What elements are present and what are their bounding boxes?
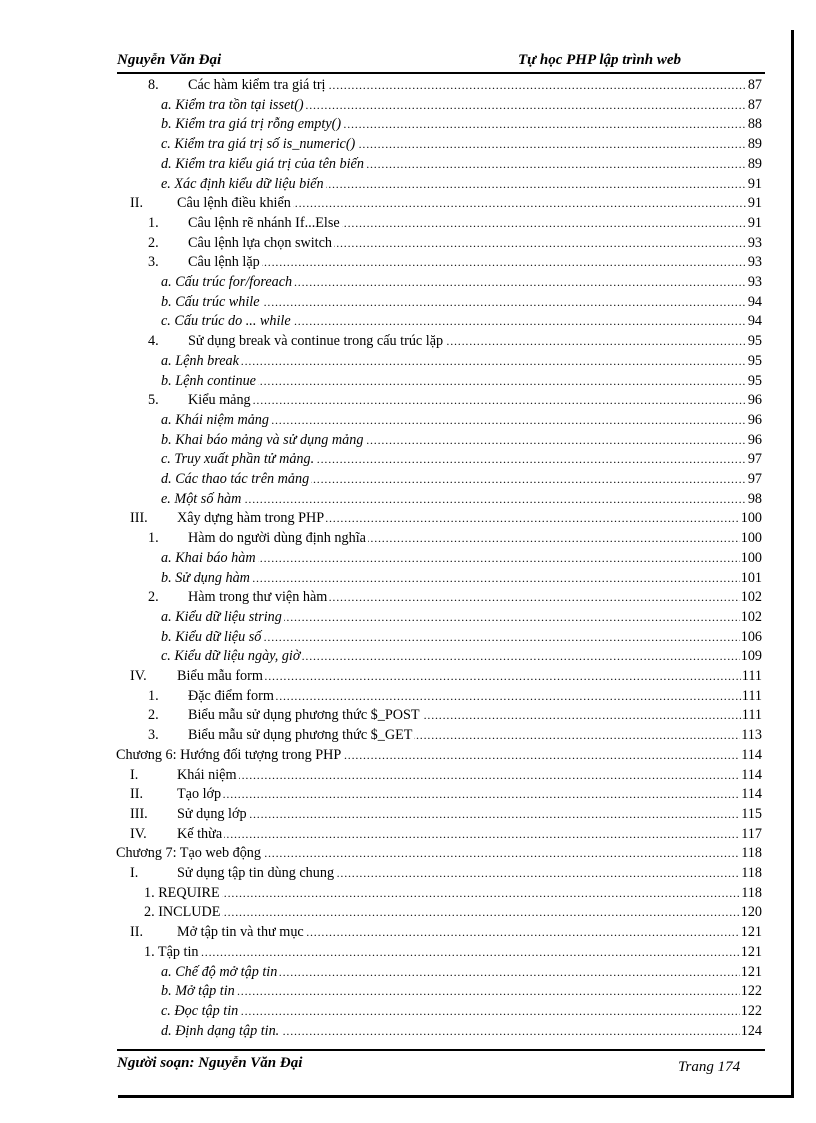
toc-entry-page: 100	[740, 529, 762, 549]
toc-entry-page: 89	[747, 135, 762, 155]
toc-entry-number: IV.	[130, 668, 147, 684]
toc-entry-page: 98	[747, 490, 762, 510]
toc-entry-page: 96	[747, 411, 762, 431]
header-book-title: Tự học PHP lập trình web	[518, 52, 682, 68]
toc-entry-number: II.	[130, 195, 143, 212]
toc-entry-page: 97	[747, 450, 762, 470]
toc-entry	[0, 1002, 762, 1022]
toc-entry-page: 94	[747, 293, 762, 313]
toc-entry-page: 93	[747, 253, 762, 273]
toc-entry	[0, 175, 762, 195]
footer-compiler: Người soạn: Nguyễn Văn Đại	[117, 1055, 303, 1071]
toc-entry-page: 95	[747, 352, 762, 372]
toc-entry-title: Sử dụng tập tin dùng chung	[177, 864, 336, 884]
toc-entry-title: c. Kiểm tra giá trị số is_numeric()	[161, 135, 357, 155]
toc-entry-title: Câu lệnh lựa chọn switch	[188, 234, 334, 254]
toc-dot-leader	[161, 982, 762, 1002]
toc-entry-number: 8.	[148, 77, 159, 93]
toc-entry-title: Đặc điểm form	[188, 687, 276, 707]
page-footer	[117, 1055, 765, 1077]
toc-dot-leader	[144, 884, 762, 904]
toc-entry-title: Câu lệnh điều khiển	[177, 194, 293, 214]
toc-dot-leader	[188, 391, 762, 411]
toc-entry-page: 122	[740, 982, 762, 1002]
toc-entry-number: 3.	[148, 727, 159, 744]
toc-entry-title: a. Kiểu dữ liệu string	[161, 608, 284, 628]
toc-entry-title: b. Sử dụng hàm	[161, 569, 252, 589]
toc-entry	[0, 332, 762, 352]
toc-entry	[0, 352, 762, 372]
toc-entry-title: b. Lệnh continue	[161, 372, 258, 392]
toc-entry-page: 121	[740, 923, 762, 943]
toc-entry-number: I.	[130, 766, 139, 783]
header-author: Nguyễn Văn Đại	[117, 52, 222, 68]
toc-entry-page: 91	[747, 194, 762, 214]
toc-entry	[0, 746, 762, 766]
toc-dot-leader	[144, 903, 762, 923]
toc-entry-page: 111	[741, 667, 762, 687]
toc-entry-title: d. Các thao tác trên mảng	[161, 470, 311, 490]
toc-entry-page: 109	[740, 647, 762, 667]
toc-entry-page: 89	[747, 155, 762, 175]
toc-entry-number: 5.	[148, 392, 159, 409]
toc-entry-title: Sử dụng lớp	[177, 805, 249, 825]
toc-entry-title: Các hàm kiểm tra giá trị	[188, 76, 328, 96]
toc-entry-number: 3.	[148, 254, 159, 271]
toc-entry-number: 2.	[148, 234, 159, 251]
toc-entry	[0, 884, 762, 904]
toc-entry-number: 1.	[148, 687, 159, 704]
toc-entry-title: Kế thừa	[177, 825, 224, 845]
toc-entry	[0, 96, 762, 116]
toc-entry-title: d. Kiểm tra kiểu giá trị của tên biến	[161, 155, 366, 175]
toc-entry	[0, 569, 762, 589]
toc-entry	[0, 234, 762, 254]
toc-entry-title: a. Khai báo hàm	[161, 549, 258, 569]
toc-entry-page: 96	[747, 431, 762, 451]
toc-entry	[0, 687, 762, 707]
toc-entry	[0, 844, 762, 864]
toc-entry-page: 114	[740, 746, 762, 766]
toc-dot-leader	[188, 253, 762, 273]
toc-entry-page: 102	[740, 588, 762, 608]
toc-entry-title: b. Kiểm tra giá trị rỗng empty()	[161, 115, 343, 135]
toc-entry-page: 97	[747, 470, 762, 490]
toc-entry-title: Khái niệm	[177, 766, 239, 786]
toc-dot-leader	[144, 943, 762, 963]
toc-entry	[0, 490, 762, 510]
toc-entry-page: 94	[747, 312, 762, 332]
toc-entry	[0, 982, 762, 1002]
toc-entry	[0, 411, 762, 431]
toc-entry	[0, 450, 762, 470]
toc-entry	[0, 509, 762, 529]
toc-entry	[0, 667, 762, 687]
toc-entry-title: Biểu mẫu form	[177, 667, 265, 687]
toc-entry-title: 2. INCLUDE	[144, 903, 222, 923]
toc-entry-page: 114	[740, 766, 762, 786]
toc-entry-page: 113	[740, 726, 762, 746]
toc-entry-title: Câu lệnh lặp	[188, 253, 262, 273]
toc-entry-page: 93	[747, 273, 762, 293]
page-border-bottom	[118, 1095, 794, 1098]
toc-entry-page: 101	[740, 569, 762, 589]
toc-entry-number: III.	[130, 510, 148, 527]
toc-entry-page: 120	[740, 903, 762, 923]
toc-entry	[0, 76, 762, 96]
toc-entry-title: Mở tập tin và thư mục	[177, 923, 306, 943]
toc-entry-title: c. Kiểu dữ liệu ngày, giờ	[161, 647, 302, 667]
toc-entry-title: b. Cấu trúc while	[161, 293, 262, 313]
toc-entry-number: 2.	[148, 589, 159, 606]
toc-dot-leader	[177, 766, 762, 786]
page-header	[117, 52, 765, 72]
toc-entry	[0, 273, 762, 293]
toc-entry-page: 91	[747, 175, 762, 195]
toc-entry-page: 100	[740, 509, 762, 529]
toc-entry-page: 102	[740, 608, 762, 628]
toc-entry	[0, 647, 762, 667]
toc-entry-title: b. Kiểu dữ liệu số	[161, 628, 263, 648]
toc-entry	[0, 470, 762, 490]
toc-entry-title: Hàm do người dùng định nghĩa	[188, 529, 368, 549]
toc-dot-leader	[161, 352, 762, 372]
toc-entry-page: 100	[740, 549, 762, 569]
toc-dot-leader	[177, 785, 762, 805]
toc-entry	[0, 588, 762, 608]
toc-entry-page: 121	[740, 943, 762, 963]
toc-entry-title: Hàm trong thư viện hàm	[188, 588, 329, 608]
toc-entry-number: IV.	[130, 825, 147, 842]
toc-entry	[0, 726, 762, 746]
toc-entry	[0, 864, 762, 884]
toc-entry-number: III.	[130, 805, 148, 822]
toc-entry-title: Sử dụng break và continue trong cấu trúc lặp	[188, 332, 445, 352]
toc-entry-number: I.	[130, 865, 139, 881]
toc-entry	[0, 805, 762, 825]
toc-entry	[0, 372, 762, 392]
toc-entry	[0, 312, 762, 332]
toc-entry	[0, 194, 762, 214]
toc-entry-page: 124	[740, 1022, 762, 1042]
toc-entry-title: Kiểu mảng	[188, 391, 253, 411]
toc-entry-page: 106	[740, 628, 762, 648]
toc-entry-title: b. Mở tập tin	[161, 982, 237, 1002]
toc-entry-number: 1.	[148, 530, 159, 547]
header-rule	[117, 72, 765, 74]
toc-entry-title: Biểu mẫu sử dụng phương thức $_POST	[188, 706, 422, 726]
toc-dot-leader	[177, 825, 762, 845]
toc-entry-title: b. Khai báo mảng và sử dụng mảng	[161, 431, 365, 451]
toc-entry-number: II.	[130, 924, 143, 941]
toc-entry-title: c. Truy xuất phần tử mảng.	[161, 450, 316, 470]
toc-entry	[0, 785, 762, 805]
toc-entry-title: c. Cấu trúc do ... while	[161, 312, 293, 332]
toc-entry-title: a. Chế độ mở tập tin	[161, 963, 279, 983]
toc-entry-title: Xây dựng hàm trong PHP	[177, 509, 326, 529]
toc-entry-title: a. Khái niệm mảng	[161, 411, 271, 431]
toc-entry-page: 118	[740, 864, 762, 884]
toc-entry	[0, 608, 762, 628]
toc-entry-page: 88	[747, 115, 762, 135]
toc-entry-page: 93	[747, 234, 762, 254]
toc-entry	[0, 115, 762, 135]
toc-entry-title: 1. REQUIRE	[144, 884, 222, 904]
toc-entry	[0, 706, 762, 726]
toc-entry-title: Câu lệnh rẽ nhánh If...Else	[188, 214, 342, 234]
toc-entry	[0, 963, 762, 983]
toc-entry	[0, 903, 762, 923]
toc-entry	[0, 943, 762, 963]
toc-entry	[0, 431, 762, 451]
toc-entry-page: 111	[741, 687, 762, 707]
toc-dot-leader	[161, 490, 762, 510]
toc-entry-page: 96	[747, 391, 762, 411]
footer-rule	[117, 1049, 765, 1051]
toc-entry	[0, 923, 762, 943]
toc-entry	[0, 214, 762, 234]
toc-entry-page: 87	[747, 96, 762, 116]
toc-entry-page: 122	[740, 1002, 762, 1022]
toc-entry-title: c. Đọc tập tin	[161, 1002, 240, 1022]
toc-entry-page: 118	[740, 884, 762, 904]
toc-entry	[0, 253, 762, 273]
toc-entry-page: 111	[741, 706, 762, 726]
toc-entry-number: 1.	[148, 214, 159, 231]
toc-dot-leader	[177, 805, 762, 825]
footer-page-number: Trang 174	[678, 1059, 741, 1075]
toc-dot-leader	[161, 1002, 762, 1022]
toc-entry-title: Chương 6: Hướng đối tượng trong PHP	[116, 746, 343, 766]
toc-entry	[0, 529, 762, 549]
toc-entry-title: d. Định dạng tập tin.	[161, 1022, 281, 1042]
toc-entry-title: Chương 7: Tạo web động	[116, 844, 263, 864]
toc-entry	[0, 628, 762, 648]
page-border-right	[791, 30, 794, 1098]
toc-entry-title: Tạo lớp	[177, 785, 223, 805]
toc-entry	[0, 549, 762, 569]
toc-entry-number: II.	[130, 786, 143, 803]
toc-entry-page: 121	[740, 963, 762, 983]
toc-entry-title: e. Một số hàm	[161, 490, 243, 510]
toc-entry-title: a. Cấu trúc for/foreach	[161, 273, 294, 293]
toc-entry-number: 2.	[148, 707, 159, 724]
toc-entry	[0, 155, 762, 175]
toc-entry	[0, 135, 762, 155]
toc-entry	[0, 825, 762, 845]
toc-entry	[0, 1022, 762, 1042]
toc-entry-title: e. Xác định kiểu dữ liệu biến	[161, 175, 326, 195]
toc-entry-number: 4.	[148, 333, 159, 350]
toc-entry-page: 118	[740, 844, 762, 864]
toc-entry-title: Biểu mẫu sử dụng phương thức $_GET	[188, 726, 414, 746]
toc-entry-page: 115	[740, 805, 762, 825]
toc-entry-title: a. Kiểm tra tồn tại isset()	[161, 96, 306, 116]
toc-entry	[0, 391, 762, 411]
toc-entry-page: 114	[740, 785, 762, 805]
toc-entry	[0, 293, 762, 313]
toc-entry-title: a. Lệnh break	[161, 352, 241, 372]
toc-entry-page: 95	[747, 372, 762, 392]
toc-entry-page: 117	[740, 825, 762, 845]
toc-entry-page: 95	[747, 332, 762, 352]
toc-entry	[0, 766, 762, 786]
toc-entry-page: 91	[747, 214, 762, 234]
toc-entry-title: 1. Tập tin	[144, 943, 201, 963]
toc-entry-page: 87	[747, 76, 762, 96]
